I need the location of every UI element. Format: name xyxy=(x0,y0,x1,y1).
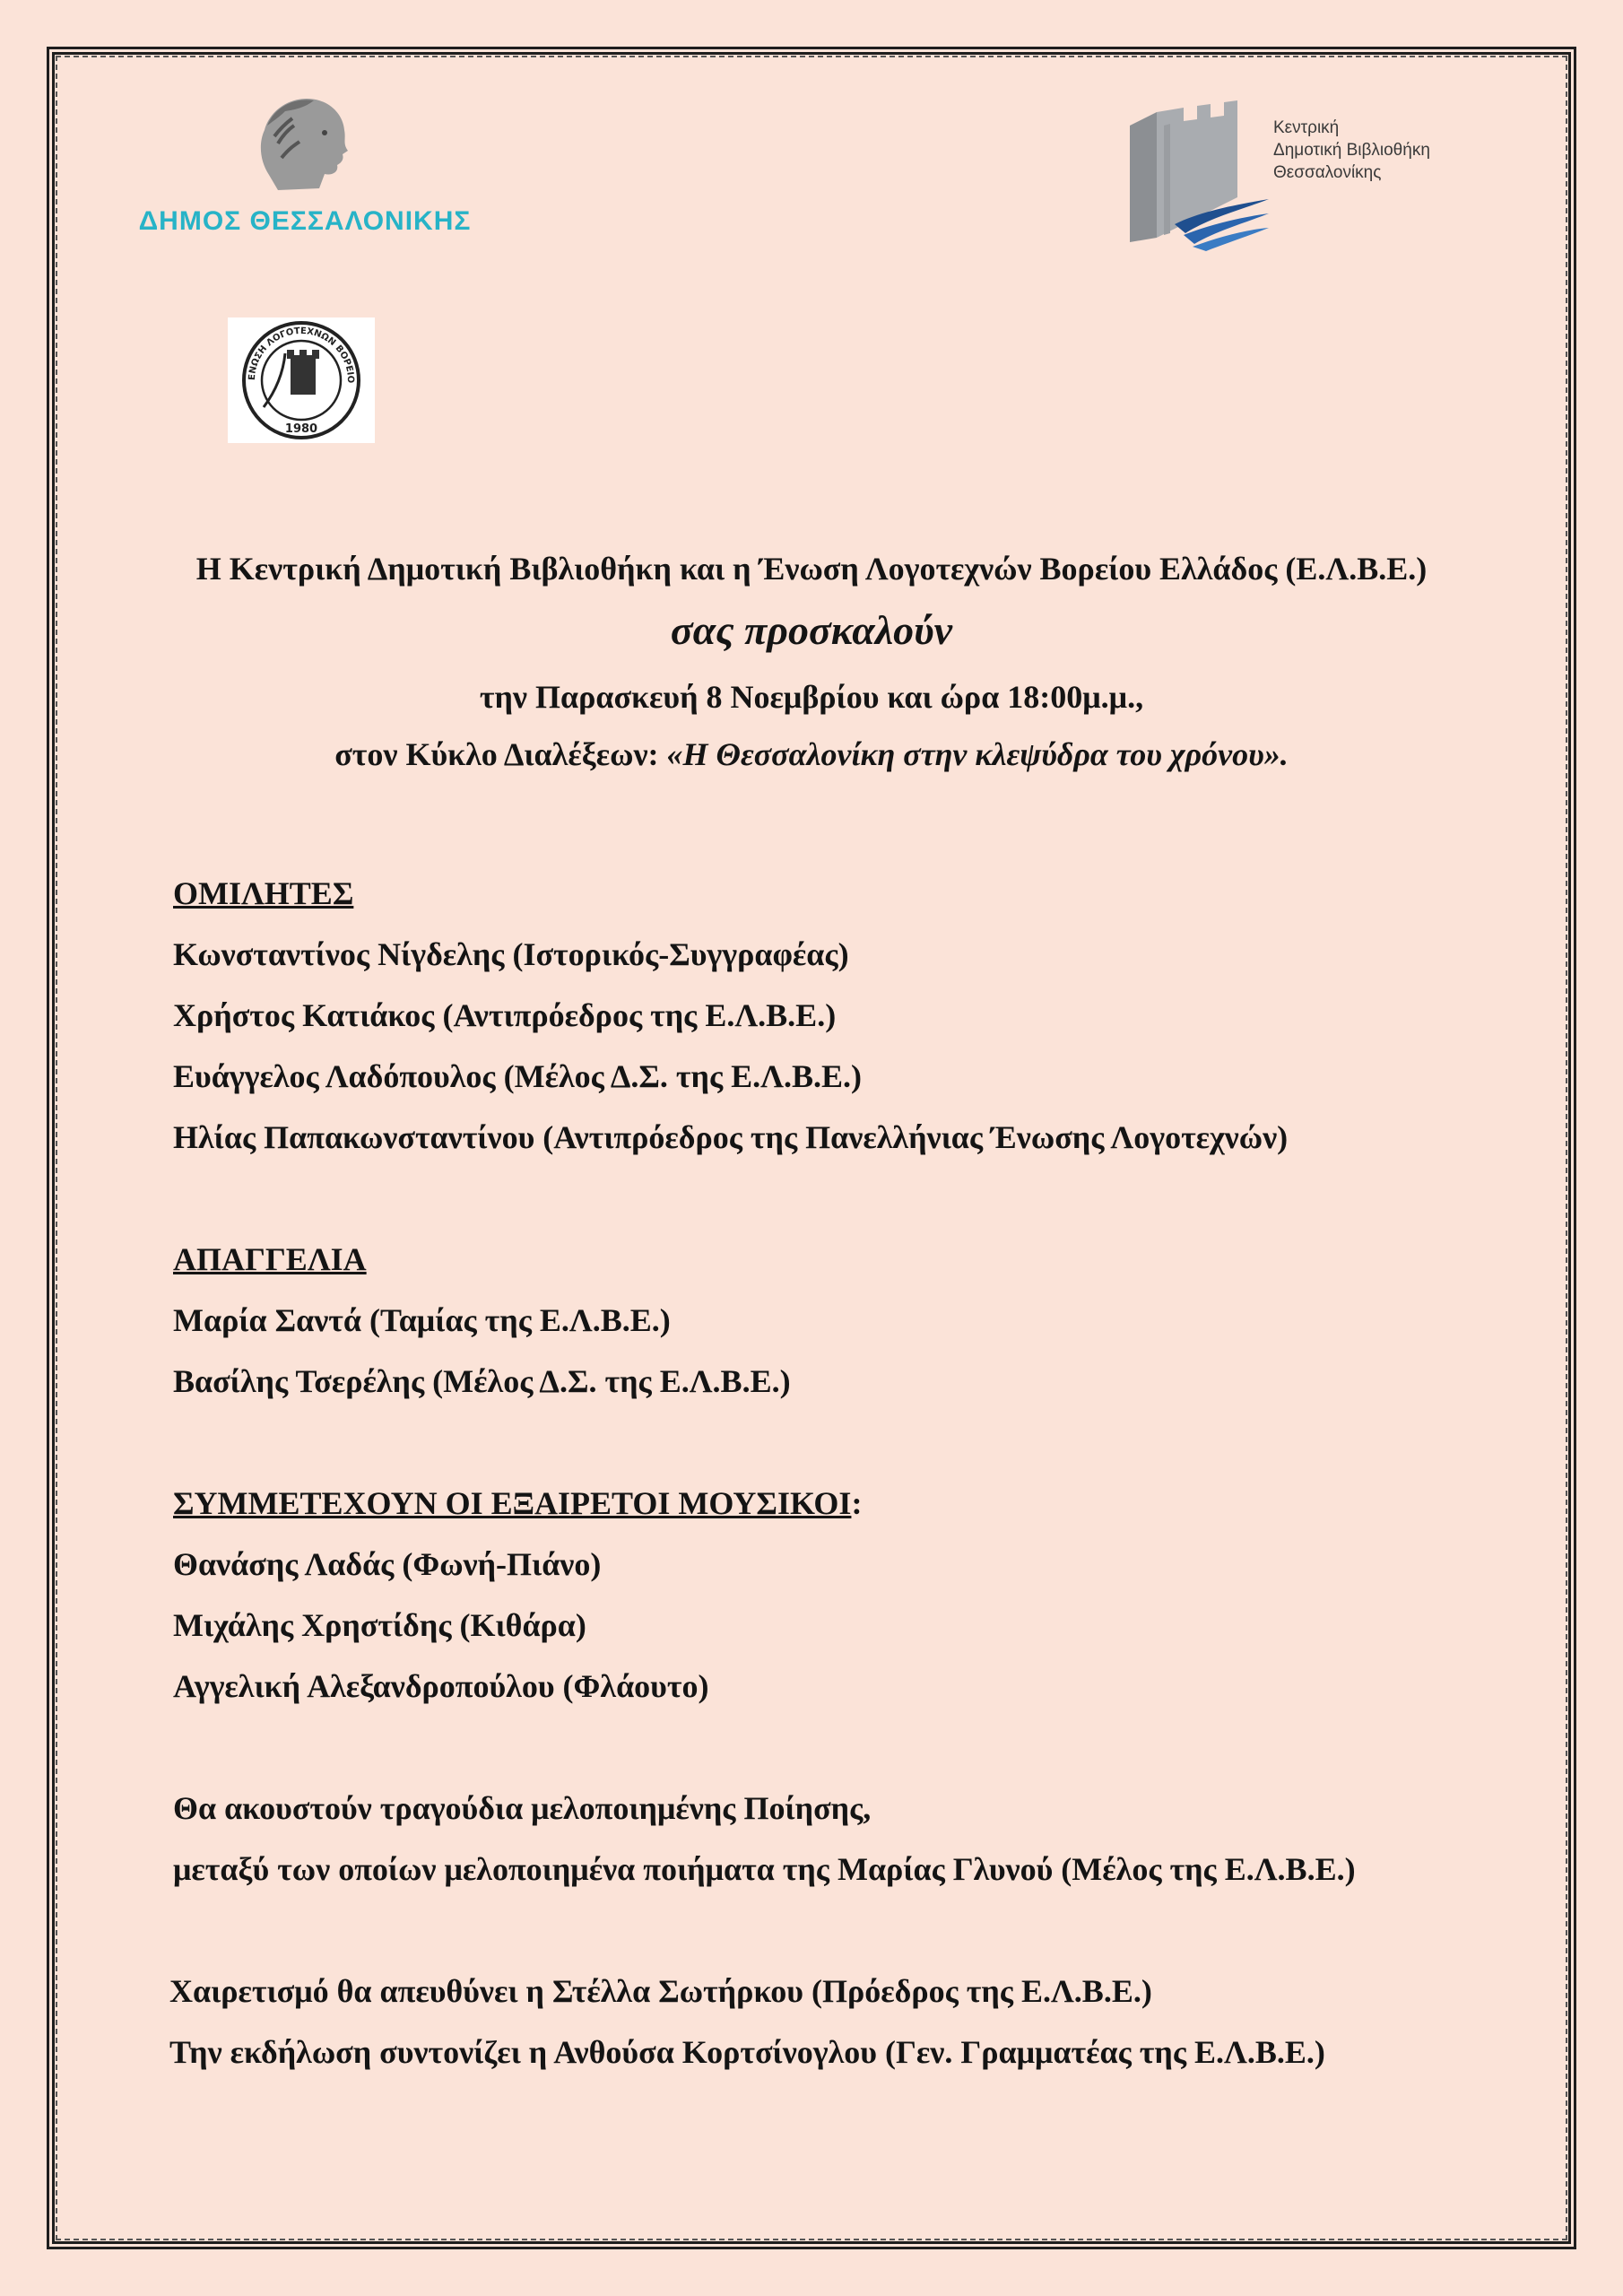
elbe-seal-icon xyxy=(228,317,375,443)
musician-item: Θανάσης Λαδάς (Φωνή-Πιάνο) xyxy=(173,1546,602,1582)
dimos-thessalonikis-logo xyxy=(117,90,493,251)
songs-line: μεταξύ των οποίων μελοποιημένα ποιήματα της Μαρίας Γλυνού (Μέλος της Ε.Λ.Β.Ε.) xyxy=(173,1851,1356,1887)
library-tower-icon xyxy=(1121,90,1273,251)
library-name-line-2: Δημοτική Βιβλιοθήκη xyxy=(1273,141,1430,160)
songs-line: Θα ακουστούν τραγούδια μελοποιημένης Ποίησης, xyxy=(173,1790,872,1826)
musicians-heading-colon: : xyxy=(851,1485,863,1521)
speaker-item: Χρήστος Κατιάκος (Αντιπρόεδρος της Ε.Λ.Β.Ε.) xyxy=(173,997,837,1033)
greeting-line: Χαιρετισμό θα απευθύνει η Στέλλα Σωτήρκου (Πρόεδρος της Ε.Λ.Β.Ε.) xyxy=(169,1973,1152,2009)
musicians-heading-line xyxy=(173,1473,1536,1534)
spacer xyxy=(173,1168,1536,1229)
date-line: την Παρασκευή 8 Νοεμβρίου και ώρα 18:00μ.μ., xyxy=(479,679,1144,715)
invite-line: σας προσκαλούν xyxy=(670,607,953,653)
cycle-title: «Η Θεσσαλονίκη στην κλεψύδρα του χρόνου». xyxy=(666,736,1289,772)
library-name-line-3: Θεσσαλονίκης xyxy=(1273,163,1382,182)
musicians-heading: ΣΥΜΜΕΤΕΧΟΥΝ ΟΙ ΕΞΑΙΡΕΤΟΙ ΜΟΥΣΙΚΟΙ xyxy=(173,1485,852,1521)
recitation-heading: ΑΠΑΓΓΕΛΙΑ xyxy=(173,1241,367,1277)
dimos-name: ΔΗΜΟΣ ΘΕΣΣΑΛΟΝΙΚΗΣ xyxy=(138,206,472,236)
seal-arc-text: ΕΝΩΣΗ ΛΟΓΟΤΕΧΝΩΝ ΒΟΡΕΙΟ xyxy=(247,326,356,384)
musician-item: Αγγελική Αλεξανδροπούλου (Φλάουτο) xyxy=(173,1668,709,1704)
coordinator-line: Την εκδήλωση συντονίζει η Ανθούσα Κορτσίνογλου (Γεν. Γραμματέας της Ε.Λ.Β.Ε.) xyxy=(169,2034,1325,2070)
cycle-prefix: στον Κύκλο Διαλέξεων: xyxy=(334,736,667,772)
spacer xyxy=(173,1900,1536,1961)
library-name xyxy=(1273,117,1430,184)
organizers-line: Η Κεντρική Δημοτική Βιβλιοθήκη και η Ένωση Λογοτεχνών Βορείου Ελλάδος (Ε.Λ.Β.Ε.) xyxy=(195,551,1428,587)
recitation-item: Βασίλης Τσερέλης (Μέλος Δ.Σ. της Ε.Λ.Β.Ε.) xyxy=(173,1363,791,1399)
program-body xyxy=(169,863,1536,2083)
library-logo xyxy=(1121,90,1515,260)
spacer xyxy=(173,1717,1536,1778)
cycle-line xyxy=(63,727,1560,781)
spacer xyxy=(173,1412,1536,1473)
alexander-head-icon xyxy=(242,90,359,197)
library-name-line-1: Κεντρική xyxy=(1273,118,1340,137)
recitation-item: Μαρία Σαντά (Ταμίας της Ε.Λ.Β.Ε.) xyxy=(173,1302,671,1338)
seal-year: 1980 xyxy=(284,422,318,436)
speaker-item: Κωνσταντίνος Νίγδελης (Ιστορικός-Συγγραφέας) xyxy=(173,936,849,972)
musician-item: Μιχάλης Χρηστίδης (Κιθάρα) xyxy=(173,1607,586,1643)
elbe-seal-logo xyxy=(228,317,375,443)
invitation-header xyxy=(63,543,1560,781)
speakers-heading: ΟΜΙΛΗΤΕΣ xyxy=(173,875,354,911)
speaker-item: Ευάγγελος Λαδόπουλος (Μέλος Δ.Σ. της Ε.Λ.Β.Ε.) xyxy=(173,1058,862,1094)
speaker-item: Ηλίας Παπακωνσταντίνου (Αντιπρόεδρος της Πανελλήνιας Ένωσης Λογοτεχνών) xyxy=(173,1119,1289,1155)
